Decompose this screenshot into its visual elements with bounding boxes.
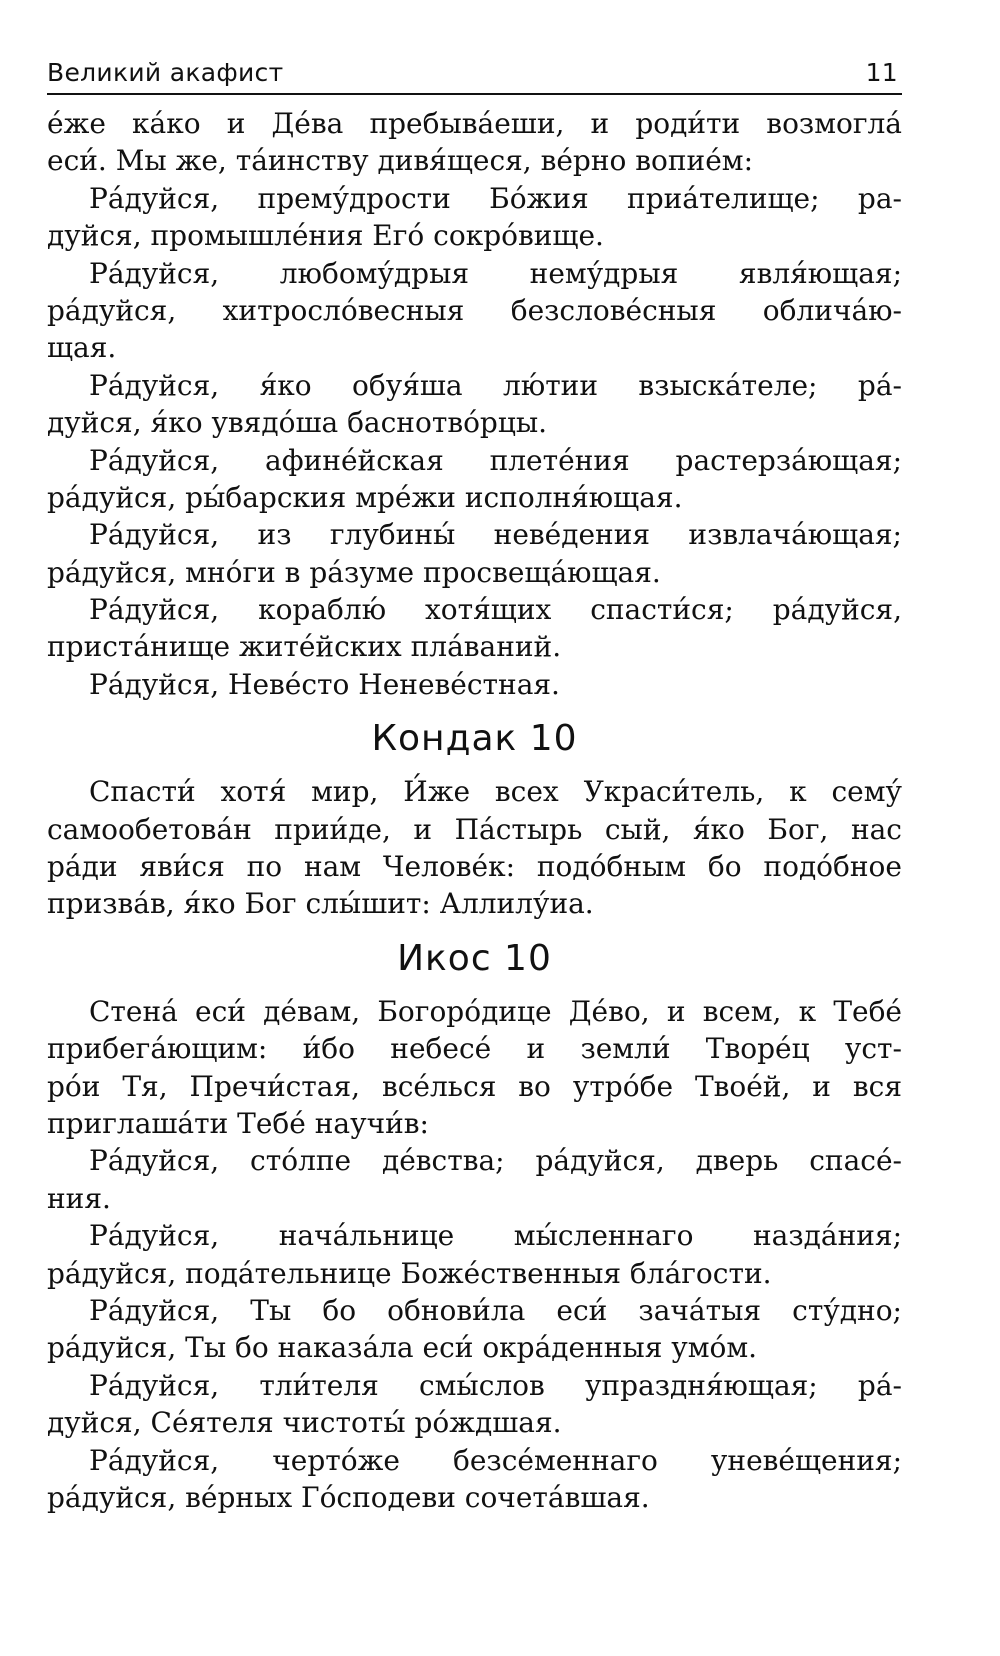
kondak-heading: Кондак 10 [371,718,578,760]
text-line: приглаша́ти Тебе́ научи́в: [47,1106,429,1140]
text-line: самообетова́н прии́де, и Па́стырь сый, я́ко Бог, нас [47,812,902,846]
text-line: Ра́дуйся, Ты бо обнови́ла еси́ зача́тыя сту́дно; [89,1293,902,1327]
text-line: еси́. Мы же, та́инству дивя́щеся, ве́рно вопие́м: [47,144,754,178]
text-line: Ра́дуйся, тли́теля смы́слов упраздня́ющая; ра́- [89,1368,902,1402]
text-line: Ра́дуйся, из глубины́ неве́дения извлача́ющая; [89,518,902,552]
running-header-title: Великий акафист [47,58,284,87]
text-line: е́же ка́ко и Де́ва пребыва́еши, и роди́ти возмогла́ [47,107,902,140]
text-line: ра́ди яви́ся по нам Челове́к: подо́бным бо подо́бное [47,850,902,884]
text-line: дуйся, промышле́ния Его́ сокро́вище. [47,219,604,253]
text-line: ра́дуйся, пода́тельнице Боже́ственныя бла́гости. [47,1256,772,1290]
text-line: ра́дуйся, Ты бо наказа́ла еси́ окра́денныя умо́м. [47,1331,758,1365]
text-line: дуйся, Се́ятеля чистоты́ ро́ждшая. [47,1406,562,1440]
text-line: призва́в, я́ко Бог слы́шит: Аллилу́иа. [47,887,594,921]
text-line: дуйся, я́ко увядо́ша баснотво́рцы. [47,406,548,440]
book-page [47,60,902,1516]
text-line: ра́дуйся, ры́барския мре́жи исполня́ющая. [47,480,683,514]
text-line: ра́дуйся, хитросло́весныя безслове́сныя облича́ю- [47,293,902,327]
text-line: ра́дуйся, ве́рных Го́сподеви сочета́вшая. [47,1480,650,1514]
kondak-10-text [47,773,902,923]
text-line: Ра́дуйся, сто́лпе де́вства; ра́дуйся, дверь спасе́- [89,1144,902,1178]
text-line: приста́нище жите́йских пла́ваний. [47,630,562,664]
text-line: ра́дуйся, мно́ги в ра́зуме просвеща́ющая. [47,555,661,589]
text-line: Ра́дуйся, нача́льнице мы́сленнаго назда́ния; [89,1219,902,1253]
text-line: прибега́ющим: и́бо небесе́ и земли́ Творе́ц уст- [47,1032,902,1066]
text-line: Ра́дуйся, я́ко обуя́ша лю́тии взыска́теле; ра́- [89,368,902,402]
text-line: щая. [47,331,117,365]
text-line: Ра́дуйся, кораблю́ хотя́щих спасти́ся; ра́дуйся, [89,593,902,627]
text-line: Ра́дуйся, черто́же безсе́меннаго уневе́щения; [89,1443,902,1477]
ikos-10-text [47,993,902,1516]
text-line: Ра́дуйся, прему́дрости Бо́жия приа́телище; ра- [89,181,902,215]
text-line: Ра́дуйся, афине́йская плете́ния растерза́ющая; [89,443,902,477]
running-header [47,60,902,95]
page-number: 11 [865,58,898,87]
text-line: Ра́дуйся, любому́дрыя нему́дрыя явля́ющая; [89,256,902,290]
text-line: Спасти́ хотя́ мир, И́же всех Украси́тель, к сему́ [89,775,902,809]
text-line: ния. [47,1181,111,1215]
text-line: ро́и Тя, Пречи́стая, все́лься во утро́бе Твое́й, и вся [47,1069,902,1103]
text-line: Ра́дуйся, Неве́сто Неневе́стная. [89,667,560,701]
text-line: Стена́ еси́ де́вам, Богоро́дице Де́во, и всем, к Тебе́ [89,994,902,1028]
ikos-heading: Икос 10 [397,937,552,979]
ikos-9-continuation [47,105,902,703]
